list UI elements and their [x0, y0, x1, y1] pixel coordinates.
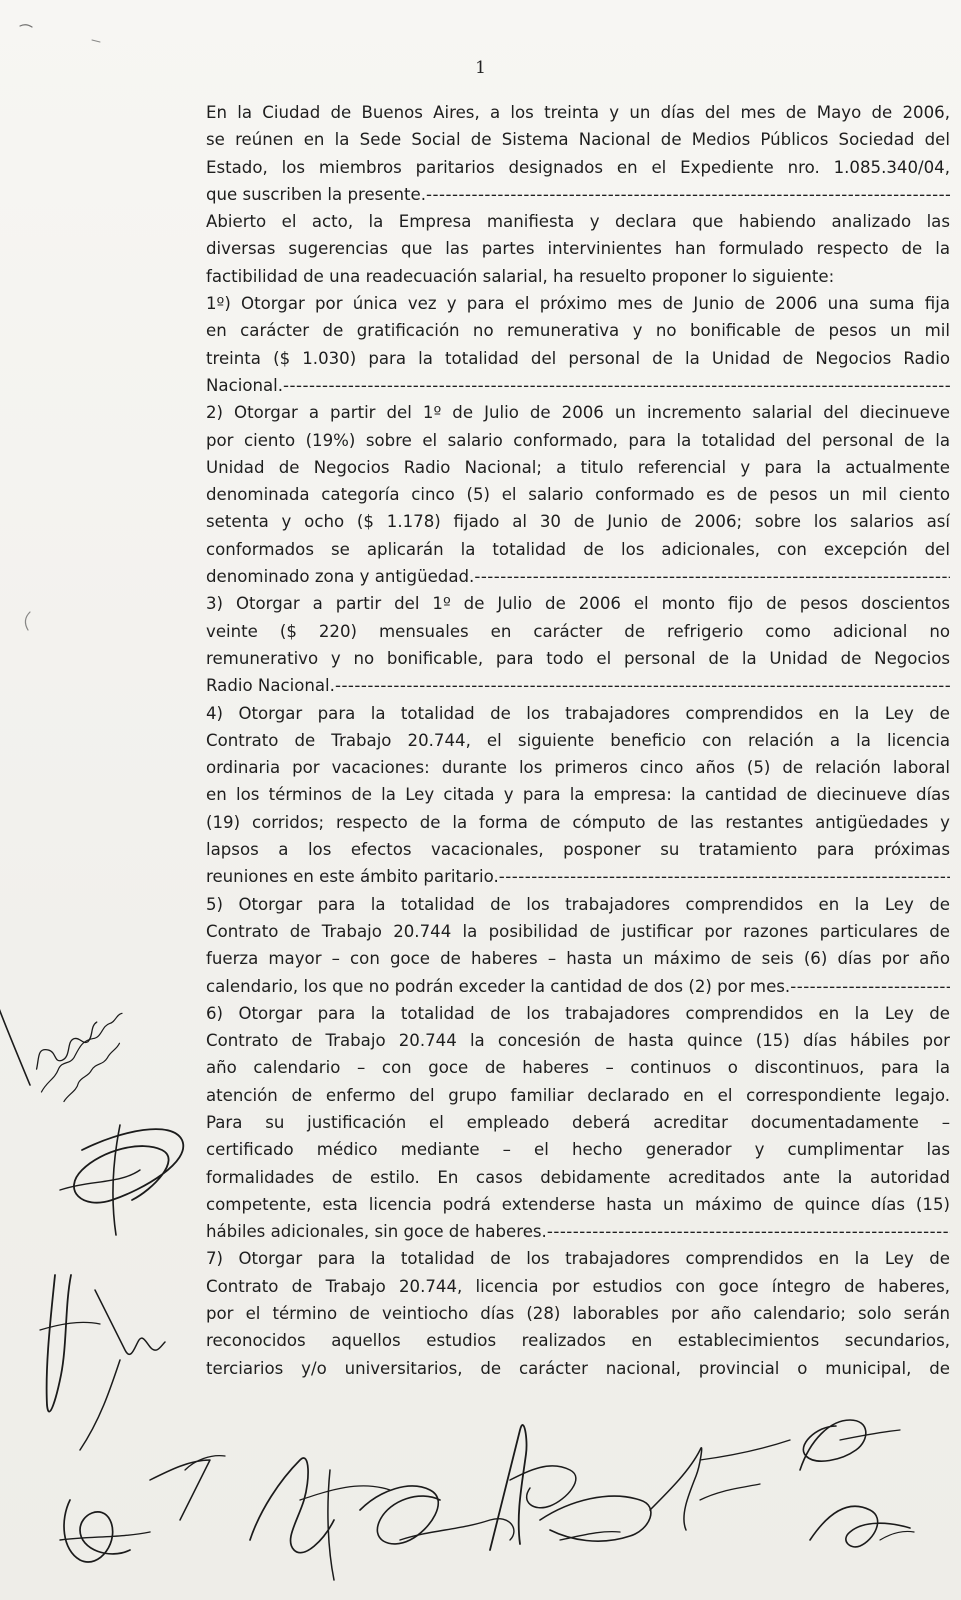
text-line: treinta ($ 1.030) para la totalidad del personal de la Unidad de Negocios Radio — [206, 348, 950, 368]
text-line: diversas sugerencias que las partes intervinientes han formulado respecto de la — [206, 239, 950, 259]
text-line-with-dash-fill — [206, 863, 950, 890]
text-line: por ciento (19%) sobre el salario conformado, para la totalidad del personal de la — [206, 430, 950, 450]
dash-filler — [335, 672, 950, 699]
paragraph-punto-2 — [206, 399, 950, 590]
signature-right-a — [650, 1440, 790, 1530]
text-line: conformados se aplicarán la totalidad de los adicionales, con excepción del — [206, 539, 950, 559]
text-line: veinte ($ 220) mensuales en carácter de refrigerio como adicional no — [206, 621, 950, 641]
text-line: Contrato de Trabajo 20.744 la concesión de hasta quince (15) días hábiles por — [206, 1031, 950, 1051]
text-line: 3) Otorgar a partir del 1º de Julio de 2006 el monto fijo de pesos doscientos — [206, 594, 950, 614]
signature-left-loop — [60, 1125, 183, 1235]
text-line: se reúnen en la Sede Social de Sistema Nacional de Medios Públicos Sociedad del — [206, 130, 950, 150]
text-line: Radio Nacional. — [206, 676, 335, 696]
text-line: Contrato de Trabajo 20.744 la posibilidad de justificar por razones particulares de — [206, 921, 950, 941]
text-line: ordinaria por vacaciones: durante los primeros cinco años (5) de relación laboral — [206, 758, 950, 778]
text-line: reuniones en este ámbito paritario. — [206, 867, 499, 887]
text-line: año calendario – con goce de haberes – continuos o discontinuos, para la — [206, 1058, 950, 1078]
text-line-with-dash-fill — [206, 973, 950, 1000]
margin-signature-secretario — [0, 956, 145, 1112]
text-line: formalidades de estilo. En casos debidamente acreditados ante la autoridad — [206, 1167, 950, 1187]
text-line: en los términos de la Ley citada y para la empresa: la cantidad de diecinueve días — [206, 785, 950, 805]
text-line: reconocidos aquellos estudios realizados en establecimientos secundarios, — [206, 1331, 950, 1351]
text-line: (19) corridos; respecto de la forma de cómputo de las restantes antigüedades y — [206, 812, 950, 832]
text-line: calendario, los que no podrán exceder la cantidad de dos (2) por mes. — [206, 976, 791, 996]
page-number: 1 — [475, 58, 486, 78]
text-line: 6) Otorgar para la totalidad de los trabajadores comprendidos en la Ley de — [206, 1003, 950, 1023]
dash-filler — [547, 1218, 950, 1245]
text-line: denominado zona y antigüedad. — [206, 567, 475, 587]
text-line: remunerativo y no bonificable, para todo el personal de la Unidad de Negocios — [206, 648, 950, 668]
text-line: lapsos a los efectos vacacionales, posponer su tratamiento para próximas — [206, 840, 950, 860]
signature-center-left — [250, 1458, 514, 1580]
scan-speck — [25, 612, 30, 630]
text-line: 7) Otorgar para la totalidad de los trabajadores comprendidos en la Ley de — [206, 1249, 950, 1269]
paragraph-punto-7 — [206, 1245, 950, 1381]
text-line: denominada categoría cinco (5) el salario conformado es de pesos un mil ciento — [206, 485, 950, 505]
text-line: terciarios y/o universitarios, de carácter nacional, provincial o municipal, de — [206, 1358, 950, 1378]
text-line: que suscriben la presente. — [206, 184, 427, 204]
scan-speck — [20, 25, 32, 27]
text-line: por el término de veintiocho días (28) laborables por año calendario; solo serán — [206, 1304, 950, 1324]
paragraph-punto-4 — [206, 700, 950, 891]
document-body — [206, 99, 950, 1382]
text-line: Para su justificación el empleado deberá acreditar documentadamente – — [206, 1112, 950, 1132]
text-line: setenta y ocho ($ 1.178) fijado al 30 de Junio de 2006; sobre los salarios así — [206, 512, 950, 532]
text-line: 2) Otorgar a partir del 1º de Julio de 2006 un incremento salarial del diecinueve — [206, 403, 950, 423]
paragraph-punto-1 — [206, 290, 950, 399]
text-line: Contrato de Trabajo 20.744, licencia por estudios con goce íntegro de haberes, — [206, 1276, 950, 1296]
text-line: 5) Otorgar para la totalidad de los trabajadores comprendidos en la Ley de — [206, 894, 950, 914]
text-line: Estado, los miembros paritarios designados en el Expediente nro. 1.085.340/04, — [206, 157, 950, 177]
dash-filler — [474, 563, 950, 590]
dash-filler — [283, 372, 950, 399]
signature-bottom-left — [60, 1456, 225, 1562]
signature-left-tall — [40, 1275, 165, 1450]
signature-right-b — [800, 1420, 914, 1547]
dash-filler — [790, 973, 950, 1000]
paragraph-punto-3 — [206, 590, 950, 699]
text-line: factibilidad de una readecuación salarial, ha resuelto proponer lo siguiente: — [206, 266, 835, 286]
text-line: Unidad de Negocios Radio Nacional; a titulo referencial y para la actualmente — [206, 457, 950, 477]
text-line: certificado médico mediante – el hecho generador y cumplimentar las — [206, 1140, 950, 1160]
text-line: fuerza mayor – con goce de haberes – hasta un máximo de seis (6) días por año — [206, 949, 950, 969]
text-line-with-dash-fill — [206, 563, 950, 590]
paragraph-punto-5 — [206, 891, 950, 1000]
text-line: hábiles adicionales, sin goce de haberes. — [206, 1222, 547, 1242]
text-line: Nacional. — [206, 375, 284, 395]
text-line: atención de enfermo del grupo familiar declarado en el correspondiente legajo. — [206, 1085, 950, 1105]
text-line: competente, esta licencia podrá extenderse hasta un máximo de quince días (15) — [206, 1194, 950, 1214]
text-line: Contrato de Trabajo 20.744, el siguiente beneficio con relación a la licencia — [206, 730, 950, 750]
scan-speck — [92, 40, 100, 42]
text-line: En la Ciudad de Buenos Aires, a los treinta y un días del mes de Mayo de 2006, — [206, 103, 950, 122]
text-line: en carácter de gratificación no remunerativa y no bonificable de pesos un mil — [206, 321, 950, 341]
text-line: 4) Otorgar para la totalidad de los trabajadores comprendidos en la Ley de — [206, 703, 950, 723]
text-line-with-dash-fill — [206, 181, 950, 208]
dash-filler — [426, 181, 950, 208]
paragraph-apertura — [206, 208, 950, 290]
paragraph-intro — [206, 99, 950, 208]
text-line-with-dash-fill — [206, 372, 950, 399]
text-line: Abierto el acto, la Empresa manifiesta y declara que habiendo analizado las — [206, 212, 950, 232]
paragraph-punto-6 — [206, 1000, 950, 1246]
text-line-with-dash-fill — [206, 672, 950, 699]
text-line-with-dash-fill — [206, 1218, 950, 1245]
text-line: 1º) Otorgar por única vez y para el próximo mes de Junio de 2006 una suma fija — [206, 294, 950, 314]
signature-center — [490, 1425, 651, 1550]
dash-filler — [499, 863, 950, 890]
